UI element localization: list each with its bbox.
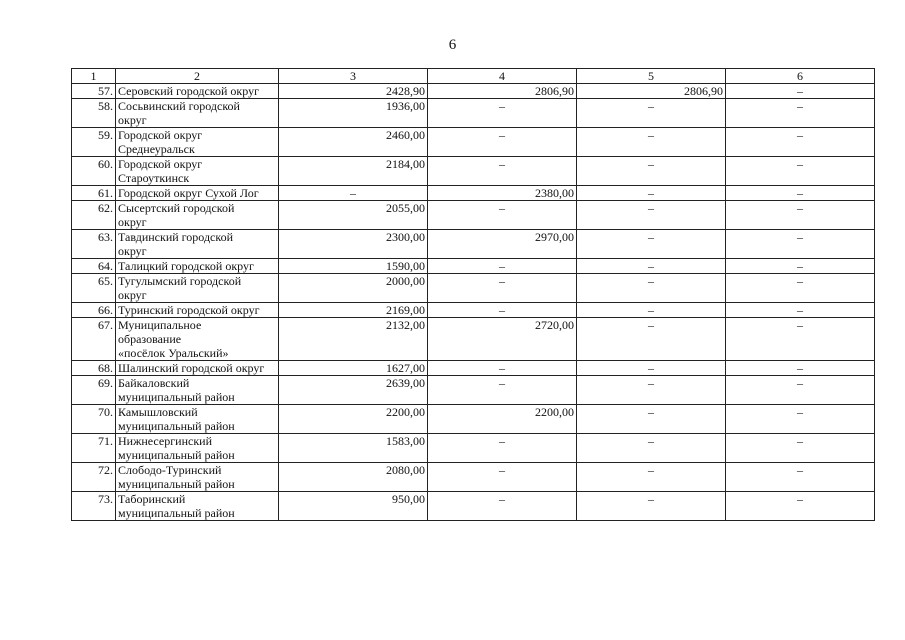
value-cell-c3: 2300,00 — [279, 230, 428, 259]
table-row — [72, 492, 875, 521]
value-cell-c3: – — [279, 186, 428, 201]
value-cell-c5: – — [577, 463, 726, 492]
row-number-cell: 69. — [72, 376, 116, 405]
table-body — [72, 69, 875, 521]
table-row — [72, 99, 875, 128]
row-number-cell: 61. — [72, 186, 116, 201]
table-row — [72, 463, 875, 492]
municipality-name-line: Тавдинский городской — [118, 230, 234, 244]
value-cell-c4: – — [428, 128, 577, 157]
row-number-cell: 62. — [72, 201, 116, 230]
municipality-name-line: округ — [118, 113, 147, 127]
table-row — [72, 376, 875, 405]
municipality-name-cell — [116, 361, 279, 376]
municipality-name-line: округ — [118, 244, 147, 258]
value-cell-c6: – — [726, 376, 875, 405]
row-number-cell: 68. — [72, 361, 116, 376]
value-cell-c3: 2080,00 — [279, 463, 428, 492]
value-cell-c4: 2720,00 — [428, 318, 577, 361]
municipality-name-cell — [116, 434, 279, 463]
value-cell-c6: – — [726, 201, 875, 230]
municipality-name-line: Нижнесергинский — [118, 434, 212, 448]
value-cell-c5: – — [577, 186, 726, 201]
value-cell-c6: – — [726, 99, 875, 128]
value-cell-c5: – — [577, 492, 726, 521]
value-cell-c3: 1627,00 — [279, 361, 428, 376]
value-cell-c4: – — [428, 157, 577, 186]
header-cell-1: 1 — [72, 69, 116, 84]
municipality-name-cell — [116, 201, 279, 230]
value-cell-c4: – — [428, 99, 577, 128]
header-cell-6: 6 — [726, 69, 875, 84]
value-cell-c6: – — [726, 157, 875, 186]
value-cell-c4: 2200,00 — [428, 405, 577, 434]
value-cell-c3: 1590,00 — [279, 259, 428, 274]
municipality-name-line: Сосьвинский городской — [118, 99, 240, 113]
municipality-name-line: Слободо-Туринский — [118, 463, 222, 477]
municipality-name-line: Муниципальное — [118, 318, 202, 332]
value-cell-c6: – — [726, 434, 875, 463]
table-row — [72, 128, 875, 157]
value-cell-c5: – — [577, 274, 726, 303]
value-cell-c3: 2184,00 — [279, 157, 428, 186]
value-cell-c5: 2806,90 — [577, 84, 726, 99]
row-number-cell: 64. — [72, 259, 116, 274]
municipality-name-line: «посёлок Уральский» — [118, 346, 229, 360]
municipality-name-line: муниципальный район — [118, 419, 235, 433]
header-cell-5: 5 — [577, 69, 726, 84]
row-number-cell: 57. — [72, 84, 116, 99]
value-cell-c6: – — [726, 84, 875, 99]
value-cell-c5: – — [577, 361, 726, 376]
municipality-name-cell — [116, 318, 279, 361]
municipality-name-line: муниципальный район — [118, 390, 235, 404]
row-number-cell: 65. — [72, 274, 116, 303]
value-cell-c6: – — [726, 128, 875, 157]
value-cell-c4: – — [428, 201, 577, 230]
municipality-name-line: округ — [118, 215, 147, 229]
value-cell-c4: 2380,00 — [428, 186, 577, 201]
municipality-name-cell — [116, 492, 279, 521]
table-row — [72, 186, 875, 201]
value-cell-c3: 2639,00 — [279, 376, 428, 405]
header-cell-3: 3 — [279, 69, 428, 84]
table-row — [72, 201, 875, 230]
value-cell-c5: – — [577, 230, 726, 259]
value-cell-c4: – — [428, 259, 577, 274]
value-cell-c5: – — [577, 99, 726, 128]
municipality-name-cell — [116, 405, 279, 434]
value-cell-c6: – — [726, 303, 875, 318]
value-cell-c6: – — [726, 186, 875, 201]
municipality-name-line: Камышловский — [118, 405, 198, 419]
table-row — [72, 303, 875, 318]
value-cell-c5: – — [577, 405, 726, 434]
value-cell-c5: – — [577, 128, 726, 157]
row-number-cell: 71. — [72, 434, 116, 463]
municipality-name-line: Городской округ — [118, 128, 203, 142]
municipality-name-cell — [116, 157, 279, 186]
municipality-name-cell — [116, 463, 279, 492]
value-cell-c4: 2970,00 — [428, 230, 577, 259]
header-cell-4: 4 — [428, 69, 577, 84]
value-cell-c3: 1936,00 — [279, 99, 428, 128]
value-cell-c6: – — [726, 463, 875, 492]
value-cell-c5: – — [577, 259, 726, 274]
value-cell-c3: 2200,00 — [279, 405, 428, 434]
table-row — [72, 230, 875, 259]
municipality-name-line: Таборинский — [118, 492, 186, 506]
municipality-name-line: Талицкий городской округ — [118, 259, 254, 273]
table-row — [72, 157, 875, 186]
row-number-cell: 60. — [72, 157, 116, 186]
municipality-name-line: Серовский городской округ — [118, 84, 260, 98]
municipality-name-line: Староуткинск — [118, 171, 190, 185]
municipality-name-line: образование — [118, 332, 182, 346]
value-cell-c5: – — [577, 157, 726, 186]
value-cell-c4: – — [428, 274, 577, 303]
municipality-name-line: Байкаловский — [118, 376, 190, 390]
row-number-cell: 70. — [72, 405, 116, 434]
value-cell-c3: 2055,00 — [279, 201, 428, 230]
value-cell-c6: – — [726, 274, 875, 303]
value-cell-c3: 2000,00 — [279, 274, 428, 303]
row-number-cell: 59. — [72, 128, 116, 157]
row-number-cell: 66. — [72, 303, 116, 318]
value-cell-c5: – — [577, 376, 726, 405]
municipality-name-cell — [116, 274, 279, 303]
table-row — [72, 84, 875, 99]
municipality-name-cell — [116, 230, 279, 259]
row-number-cell: 67. — [72, 318, 116, 361]
value-cell-c5: – — [577, 318, 726, 361]
municipality-name-line: Туринский городской округ — [118, 303, 260, 317]
value-cell-c6: – — [726, 259, 875, 274]
header-cell-2: 2 — [116, 69, 279, 84]
table-row — [72, 259, 875, 274]
value-cell-c3: 2132,00 — [279, 318, 428, 361]
value-cell-c5: – — [577, 434, 726, 463]
municipality-name-line: Сысертский городской — [118, 201, 235, 215]
municipality-name-cell — [116, 84, 279, 99]
value-cell-c4: – — [428, 361, 577, 376]
value-cell-c6: – — [726, 492, 875, 521]
value-cell-c6: – — [726, 361, 875, 376]
table-row — [72, 274, 875, 303]
data-table — [71, 68, 875, 521]
municipality-name-line: Городской округ — [118, 157, 203, 171]
municipality-name-line: муниципальный район — [118, 477, 235, 491]
value-cell-c3: 950,00 — [279, 492, 428, 521]
municipality-name-line: округ — [118, 288, 147, 302]
municipality-name-cell — [116, 259, 279, 274]
row-number-cell: 73. — [72, 492, 116, 521]
municipality-name-line: Тугулымский городской — [118, 274, 242, 288]
municipality-name-line: Городской округ Сухой Лог — [118, 186, 259, 200]
value-cell-c5: – — [577, 201, 726, 230]
value-cell-c4: – — [428, 463, 577, 492]
municipality-name-line: Среднеуральск — [118, 142, 195, 156]
value-cell-c6: – — [726, 318, 875, 361]
value-cell-c3: 2169,00 — [279, 303, 428, 318]
value-cell-c4: – — [428, 492, 577, 521]
value-cell-c4: – — [428, 434, 577, 463]
value-cell-c4: 2806,90 — [428, 84, 577, 99]
table-row — [72, 434, 875, 463]
table-row — [72, 405, 875, 434]
table-row — [72, 361, 875, 376]
value-cell-c5: – — [577, 303, 726, 318]
municipality-name-cell — [116, 376, 279, 405]
value-cell-c6: – — [726, 230, 875, 259]
table-row — [72, 318, 875, 361]
row-number-cell: 58. — [72, 99, 116, 128]
municipality-name-cell — [116, 128, 279, 157]
value-cell-c4: – — [428, 303, 577, 318]
municipality-name-cell — [116, 99, 279, 128]
table-header-row — [72, 69, 875, 84]
municipality-name-line: муниципальный район — [118, 448, 235, 462]
page-number: 6 — [448, 37, 457, 53]
value-cell-c3: 2460,00 — [279, 128, 428, 157]
municipality-name-line: муниципальный район — [118, 506, 235, 520]
row-number-cell: 72. — [72, 463, 116, 492]
value-cell-c3: 2428,90 — [279, 84, 428, 99]
value-cell-c6: – — [726, 405, 875, 434]
municipality-name-line: Шалинский городской округ — [118, 361, 265, 375]
municipality-name-cell — [116, 186, 279, 201]
municipality-name-cell — [116, 303, 279, 318]
value-cell-c3: 1583,00 — [279, 434, 428, 463]
value-cell-c4: – — [428, 376, 577, 405]
row-number-cell: 63. — [72, 230, 116, 259]
